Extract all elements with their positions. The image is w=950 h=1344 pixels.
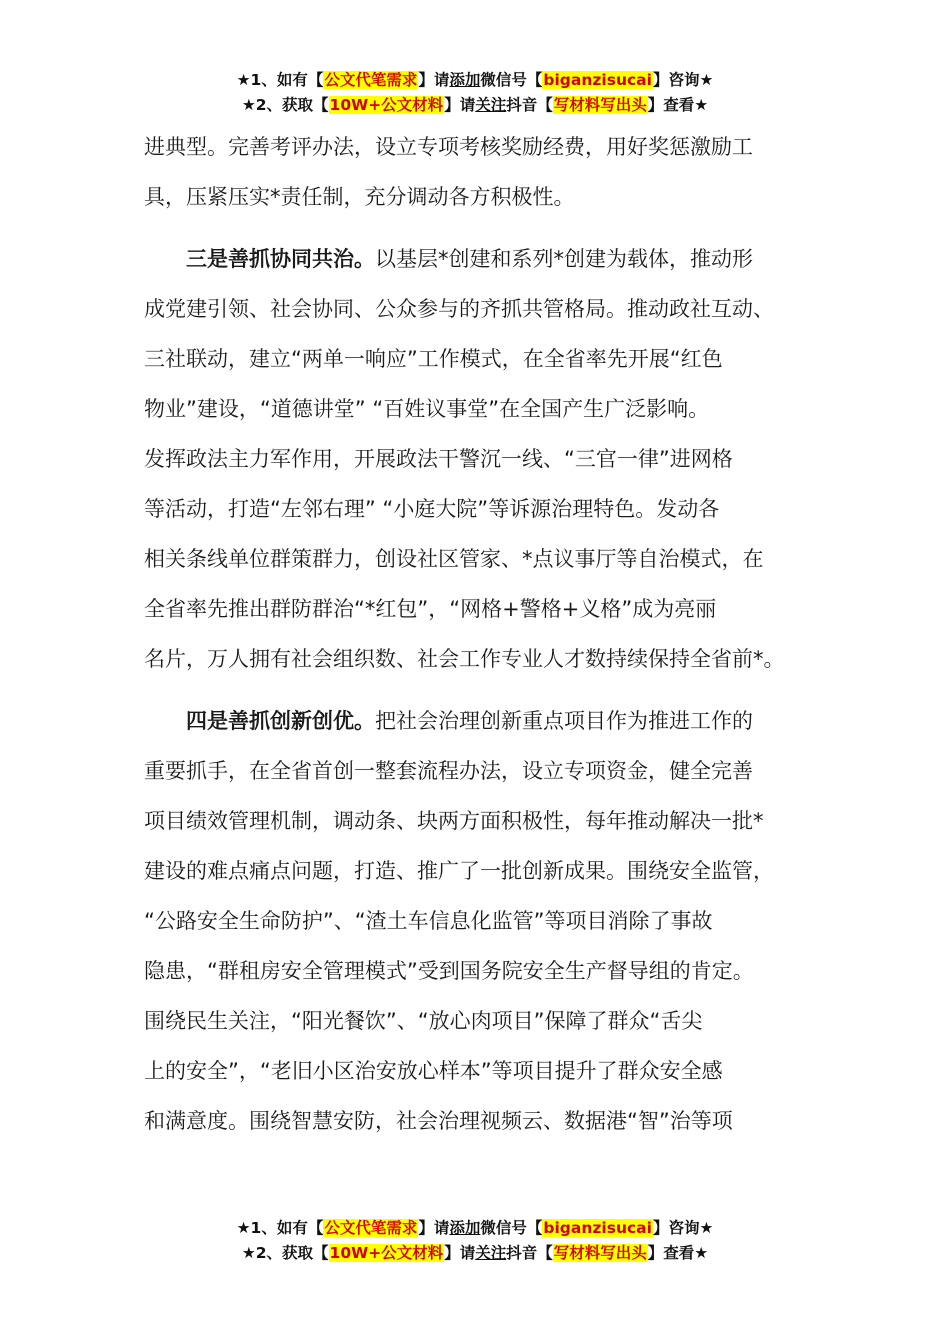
banner-line-1: ★1、如有【公文代笔需求】请添加微信号【biganzisucai】咨询★: [236, 71, 714, 89]
text-line: 物业”建设，“道德讲堂” “百姓议事堂”在全国产生广泛影响。: [144, 397, 710, 421]
banner-line-2: ★2、获取【10W+公文材料】请关注抖音【写材料写出头】查看★: [241, 96, 709, 114]
paragraph-continuation: [144, 122, 824, 222]
banner-line-1: ★1、如有【公文代笔需求】请添加微信号【biganzisucai】咨询★: [236, 1219, 714, 1237]
text-line: “公路安全生命防护”、“渣土车信息化监管”等项目消除了事故: [144, 909, 713, 933]
highlight-douyin: 写材料写出头: [553, 96, 647, 114]
highlight-materials: 10W+公文材料: [329, 96, 444, 114]
text-line: 相关条线单位群策群力，创设社区管家、*点议事厅等自治模式，在: [144, 547, 764, 571]
text-line: 和满意度。围绕智慧安防，社会治理视频云、数据港“智”治等项: [144, 1109, 733, 1133]
paragraph-innovation: [144, 696, 824, 1146]
text-line: 三是善抓协同共治。以基层*创建和系列*创建为载体，推动形: [186, 247, 753, 271]
paragraph-lead: 三是善抓协同共治。: [186, 247, 375, 271]
footer-banner: [0, 1216, 950, 1266]
text-line: 四是善抓创新创优。把社会治理创新重点项目作为推进工作的: [186, 709, 753, 733]
text-line: 项目绩效管理机制，调动条、块两方面积极性，每年推动解决一批*: [144, 809, 764, 833]
highlight-wechat-id: biganzisucai: [543, 1219, 652, 1237]
text-line: 重要抓手，在全省首创一整套流程办法，设立专项资金，健全完善: [144, 759, 753, 783]
text-line: 围绕民生关注，“阳光餐饮”、“放心肉项目”保障了群众“舌尖: [144, 1009, 703, 1033]
text-line: 上的安全”，“老旧小区治安放心样本”等项目提升了群众安全感: [144, 1059, 723, 1083]
text-line: 具，压紧压实*责任制，充分调动各方积极性。: [144, 185, 575, 209]
highlight-materials: 10W+公文材料: [329, 1244, 444, 1262]
text-line: 发挥政法主力军作用，开展政法干警沉一线、“三官一律”进网格: [144, 447, 733, 471]
text-line: 三社联动，建立“两单一响应”工作模式，在全省率先开展“红色: [144, 347, 723, 371]
highlight-service: 公文代笔需求: [324, 71, 418, 89]
banner-line-2: ★2、获取【10W+公文材料】请关注抖音【写材料写出头】查看★: [241, 1244, 709, 1262]
text-line: 名片，万人拥有社会组织数、社会工作专业人才数持续保持全省前*。: [144, 647, 785, 671]
text-line: 隐患，“群租房安全管理模式”受到国务院安全生产督导组的肯定。: [144, 959, 754, 983]
highlight-service: 公文代笔需求: [324, 1219, 418, 1237]
paragraph-lead: 四是善抓创新创优。: [186, 709, 375, 733]
text-line: 成党建引领、社会协同、公众参与的齐抓共管格局。推动政社互动、: [144, 297, 774, 321]
text-line: 建设的难点痛点问题，打造、推广了一批创新成果。围绕安全监管，: [144, 859, 774, 883]
highlight-douyin: 写材料写出头: [553, 1244, 647, 1262]
highlight-wechat-id: biganzisucai: [543, 71, 652, 89]
text-line: 全省率先推出群防群治“*红包”，“网格+警格+义格”成为亮丽: [144, 597, 717, 621]
text-line: 等活动，打造“左邻右理” “小庭大院”等诉源治理特色。发动各: [144, 497, 720, 521]
document-body: [144, 122, 824, 1146]
header-banner: [0, 68, 950, 118]
paragraph-collaborative-governance: [144, 234, 824, 684]
text-line: 进典型。完善考评办法，设立专项考核奖励经费，用好奖惩激励工: [144, 135, 753, 159]
